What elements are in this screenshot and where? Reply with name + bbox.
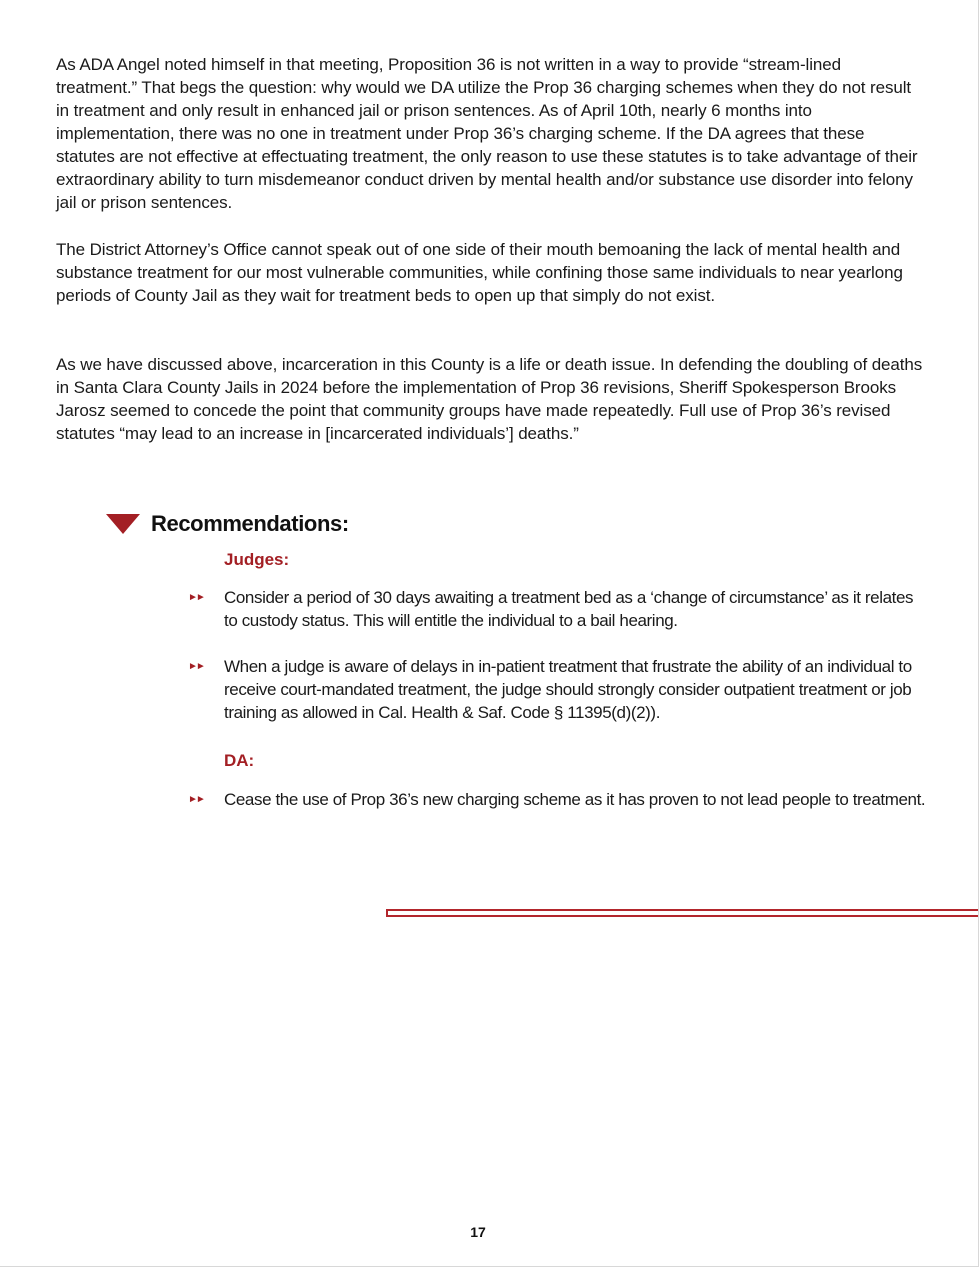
recommendations-heading: Recommendations: — [151, 511, 349, 536]
double-arrow-bullet-icon: ►► — [188, 661, 204, 672]
recommendation-text: Consider a period of 30 days awaiting a treatment bed as a ‘change of circumstance’ as it relates to custody status. This will entitle the individual to a bail hearing. — [224, 588, 914, 630]
judges-subheading: Judges: — [224, 550, 290, 569]
decorative-red-rule — [386, 909, 978, 917]
body-paragraph: As ADA Angel noted himself in that meeting, Proposition 36 is not written in a way to provide “stream-lined treatment.” That begs the question: why would we DA utilize the Prop 36 charging schemes when they do not result in treatment and only result in enhanced jail or prison sentences. As of April 10th, nearly 6 months into implementation, there was no one in treatment under Prop 36’s charging scheme. If the DA agrees that these statutes are not effective at effectuating treatment, the only reason to use these statutes is to take advantage of their extraordinary ability to turn misdemeanor conduct driven by mental health and/or substance use disorder into felony jail or prison sentences. — [56, 55, 918, 212]
list-item — [188, 586, 928, 632]
page-number: 17 — [470, 1224, 486, 1240]
double-arrow-bullet-icon: ►► — [188, 592, 204, 603]
list-item — [188, 655, 928, 724]
recommendation-text: Cease the use of Prop 36’s new charging scheme as it has proven to not lead people to treatment. — [224, 790, 926, 809]
list-item — [188, 788, 928, 811]
body-paragraph: The District Attorney’s Office cannot speak out of one side of their mouth bemoaning the lack of mental health and substance treatment for our most vulnerable communities, while confining those same individuals to near yearlong periods of County Jail as they wait for treatment beds to open up that simply do not exist. — [56, 240, 903, 305]
double-arrow-bullet-icon: ►► — [188, 794, 204, 805]
body-paragraph: As we have discussed above, incarceration in this County is a life or death issue. In defending the doubling of deaths in Santa Clara County Jails in 2024 before the implementation of Prop 36 revisions, Sheriff Spokesperson Brooks Jarosz seemed to concede the point that community groups have made repeatedly. Full use of Prop 36’s revised statutes “may lead to an increase in [incarcerated individuals’] deaths.” — [56, 355, 923, 443]
recommendation-text: When a judge is aware of delays in in-patient treatment that frustrate the ability of an individual to receive court-mandated treatment, the judge should strongly consider outpatient treatment or job training as allowed in Cal. Health & Saf. Code § 11395(d)(2)). — [224, 657, 912, 722]
triangle-marker-icon — [106, 514, 140, 534]
da-subheading: DA: — [224, 751, 255, 770]
